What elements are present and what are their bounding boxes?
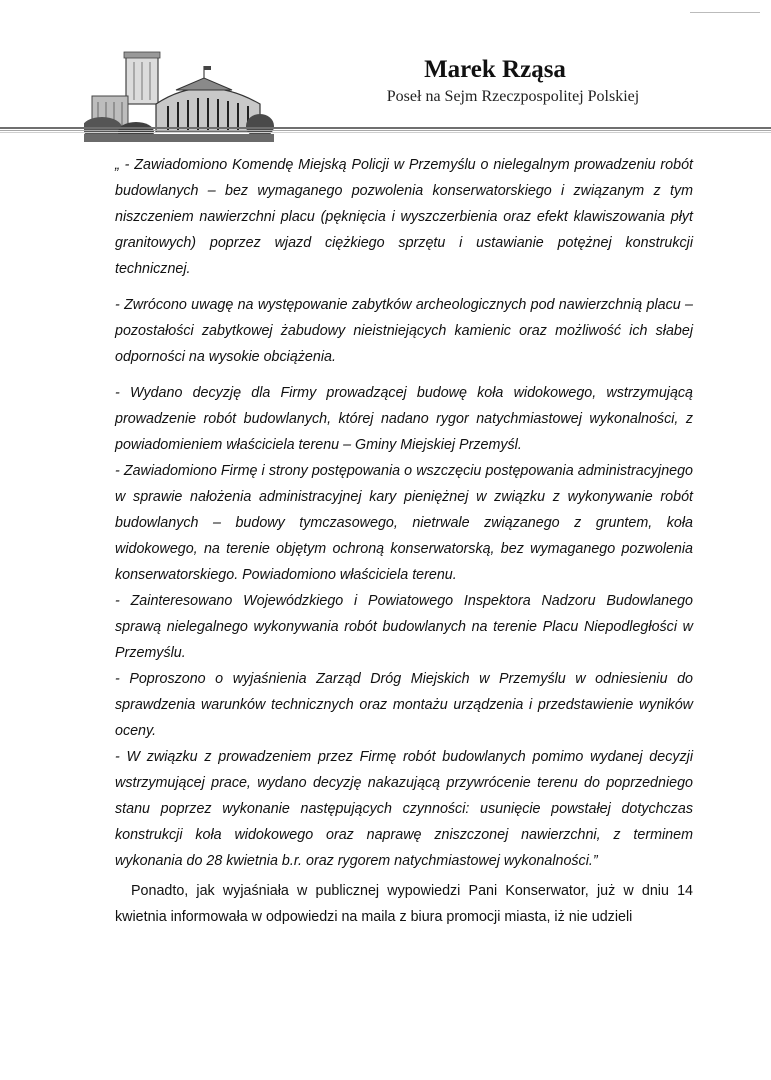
sejm-building-logo xyxy=(84,46,274,150)
paragraph-restoration-order: - W związku z prowadzeniem przez Firmę robót budowlanych pomimo wydanej decyzji wstrzymującej prace, wydano decyzję nakazującą przywrócenie terenu do poprzedniego stanu poprzez wykonanie następujących czynności: usunięcie powstałej dotychczas konstrukcji koła widokowego oraz naprawę zniszczonej nawierzchni, z terminem wykonania do 28 kwietnia b.r. oraz rygorem natychmiastowej wykonalności.” xyxy=(115,749,693,869)
author-name: Marek Rząsa xyxy=(424,56,566,83)
paragraph-road-authority: - Poproszono o wyjaśnienia Zarząd Dróg Miejskich w Przemyślu w odniesieniu do sprawdzenia warunków technicznych oraz montażu urządzenia i przedstawienie wyników oceny. xyxy=(115,671,693,739)
paragraph-archaeology: - Zwrócono uwagę na występowanie zabytków archeologicznych pod nawierzchnią placu – pozostałości zabytkowej żabudowy nieistniejących kamienic oraz możliwość ich słabej odporności na wysokie obciążenia. xyxy=(115,297,693,365)
paragraph-administrative-fine: - Zawiadomiono Firmę i strony postępowania o wszczęciu postępowania administracyjnego w sprawie nałożenia administracyjnej kary pieniężnej w związku z wykonywanie robót budowlanych – budowy tymczasowego, nietrwale związanego z gruntem, koła widokowego, na terenie objętym ochroną konserwatorską, bez wymaganego pozwolenia konserwatorskiego. Powiadomiono właściciela terenu. xyxy=(115,463,693,583)
paragraph-building-inspector: - Zainteresowano Wojewódzkiego i Powiatowego Inspektora Nadzoru Budowlanego sprawą nielegalnego wykonywania robót budowlanych na terenie Placu Niepodległości w Przemyślu. xyxy=(115,593,693,661)
paragraph-police-notice: „ - Zawiadomiono Komendę Miejską Policji w Przemyślu o nielegalnym prowadzeniu robót budowlanych – bez wymaganego pozwolenia konserwatorskiego i związanym z tym niszczeniem nawierzchni placu (pęknięcia i wyszczerbienia oraz efekt klawiszowania płyt granitowych) poprzez wjazd ciężkiego sprzętu i ustawianie potężnej konstrukcji technicznej. xyxy=(115,157,693,277)
paragraph-stop-decision: - Wydano decyzję dla Firmy prowadzącej budowę koła widokowego, wstrzymującą prowadzenie robót budowlanych, której nadano rygor natychmiastowej wykonalności, z powiadomieniem właściciela terenu – Gminy Miejskiej Przemyśl. xyxy=(115,385,693,453)
letter-body xyxy=(115,152,693,930)
header-divider xyxy=(0,127,771,133)
scan-artifact-line xyxy=(690,12,760,13)
author-title: Poseł na Sejm Rzeczpospolitej Polskiej xyxy=(386,88,640,105)
paragraph-conservator-statement: Ponadto, jak wyjaśniała w publicznej wypowiedzi Pani Konserwator, już w dniu 14 kwietnia informowała w odpowiedzi na maila z biura promocji miasta, iż nie udzieli xyxy=(115,883,693,925)
